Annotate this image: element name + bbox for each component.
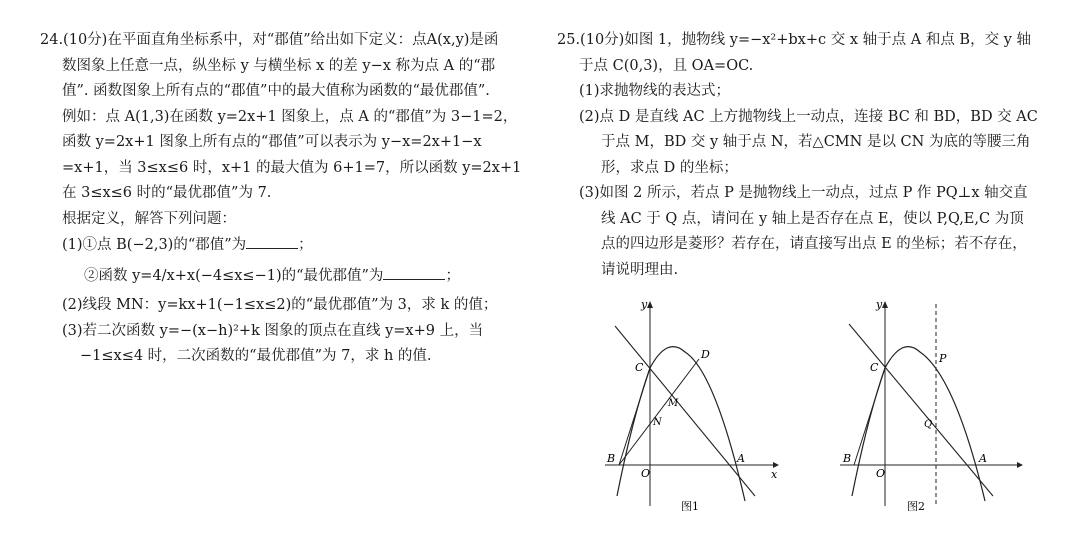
fig1-label-o: O bbox=[641, 467, 651, 480]
fig1-caption: 图1 bbox=[681, 500, 699, 511]
q24-part-3b: −1≤x≤4 时，二次函数的“最优郡值”为 7，求 h 的值. bbox=[80, 348, 432, 364]
q24-part-1b-text: ②函数 y=4/x+x(−4≤x≤−1)的“最优郡值”为 bbox=[84, 267, 384, 284]
fig2-label-a: A bbox=[979, 452, 987, 465]
q24-line-2: 数图象上任意一点，纵坐标 y 与横坐标 x 的差 y−x 称为点 A 的“郡 bbox=[62, 57, 496, 74]
q25-part-3-line-2: 线 AC 于 Q 点，请问在 y 轴上是否存在点 E，使以 P,Q,E,C 为顶 bbox=[601, 210, 1024, 227]
q24-line-8: 根据定义，解答下列问题： bbox=[62, 210, 236, 227]
q25-part-2-line-3: 形，求点 D 的坐标； bbox=[601, 159, 738, 176]
fig1-label-x: x bbox=[771, 468, 778, 481]
q24-part-1b-end: ； bbox=[445, 267, 460, 284]
fig1-label-y: y bbox=[641, 298, 648, 311]
question-24 bbox=[40, 28, 532, 370]
fig2-segment-bc bbox=[854, 368, 885, 465]
q25-part-2-line-2: 于点 M，BD 交 y 轴于点 N，若△CMN 是以 CN 为底的等腰三角 bbox=[601, 134, 1031, 150]
answer-blank-1b bbox=[383, 263, 445, 280]
figure-1-diagram bbox=[595, 296, 785, 511]
fig2-y-arrow bbox=[882, 301, 888, 308]
fig1-label-a: A bbox=[737, 452, 745, 465]
fig1-segment-bd bbox=[619, 359, 699, 465]
q24-line-5: 函数 y=2x+1 图象上所有点的“郡值”可以表示为 y−x=2x+1−x bbox=[62, 134, 482, 150]
q24-part-1b bbox=[40, 263, 532, 290]
q24-part-1a-text: (1)①点 B(−2,3)的“郡值”为 bbox=[62, 237, 247, 253]
q24-line-1: 24.(10分)在平面直角坐标系中，对“郡值”给出如下定义：点A(x,y)是函 bbox=[40, 32, 499, 48]
fig1-label-c: C bbox=[635, 361, 644, 374]
q24-line-3: 值”. 函数图象上所有点的“郡值”中的最大值称为函数的“最优郡值”. bbox=[62, 83, 490, 99]
q25-part-3-line-4: 请说明理由. bbox=[601, 261, 679, 278]
fig2-line-ac bbox=[849, 324, 993, 496]
q25-part-1: (1)求抛物线的表达式； bbox=[579, 83, 731, 99]
q25-line-1: 25.(10分)如图 1，抛物线 y=−x²+bx+c 交 x 轴于点 A 和点 B，交 y 轴 bbox=[557, 32, 1031, 48]
q24-part-1a-end: ； bbox=[298, 237, 313, 253]
question-25 bbox=[557, 28, 1051, 283]
fig1-label-m: M bbox=[668, 398, 679, 409]
q24-part-3a: (3)若二次函数 y=−(x−h)²+k 图象的顶点在直线 y=x+9 上，当 bbox=[62, 322, 484, 339]
q25-part-3-line-1: (3)如图 2 所示，若点 P 是抛物线上一动点，过点 P 作 PQ⊥x 轴交直 bbox=[579, 185, 1028, 201]
q25-part-2-line-1: (2)点 D 是直线 AC 上方抛物线上一动点，连接 BC 和 BD，BD 交 AC bbox=[579, 108, 1038, 125]
q25-part-3-line-3: 点的四边形是菱形？若存在，请直接写出点 E 的坐标；若不存在， bbox=[601, 236, 1027, 252]
fig2-label-p: P bbox=[939, 352, 947, 365]
fig1-y-arrow bbox=[647, 301, 653, 308]
q25-line-2: 于点 C(0,3)，且 OA=OC. bbox=[579, 57, 754, 74]
fig2-label-q: Q bbox=[924, 419, 933, 430]
answer-blank-1a bbox=[246, 232, 298, 249]
fig1-label-b: B bbox=[607, 452, 616, 465]
fig1-label-d: D bbox=[701, 348, 710, 361]
fig1-label-n: N bbox=[653, 417, 662, 428]
q24-line-6: =x+1，当 3≤x≤6 时，x+1 的最大值为 6+1=7，所以函数 y=2x+1 bbox=[62, 159, 522, 176]
q24-line-4: 例如：点 A(1,3)在函数 y=2x+1 图象上，点 A 的“郡值”为 3−1=2， bbox=[62, 108, 518, 125]
fig2-label-c: C bbox=[870, 361, 879, 374]
q24-part-2: (2)线段 MN：y=kx+1(−1≤x≤2)的“最优郡值”为 3，求 k 的值； bbox=[62, 297, 498, 313]
figure-2-diagram bbox=[835, 296, 1030, 511]
q24-line-7: 在 3≤x≤6 时的“最优郡值”为 7. bbox=[62, 185, 272, 201]
fig1-segment-bc bbox=[619, 368, 650, 465]
fig2-label-b: B bbox=[843, 452, 852, 465]
fig2-caption: 图2 bbox=[907, 500, 925, 511]
fig2-label-y: y bbox=[876, 298, 883, 311]
q24-part-1a bbox=[40, 232, 532, 259]
fig2-label-o: O bbox=[876, 467, 886, 480]
fig2-x-arrow bbox=[1017, 462, 1023, 468]
